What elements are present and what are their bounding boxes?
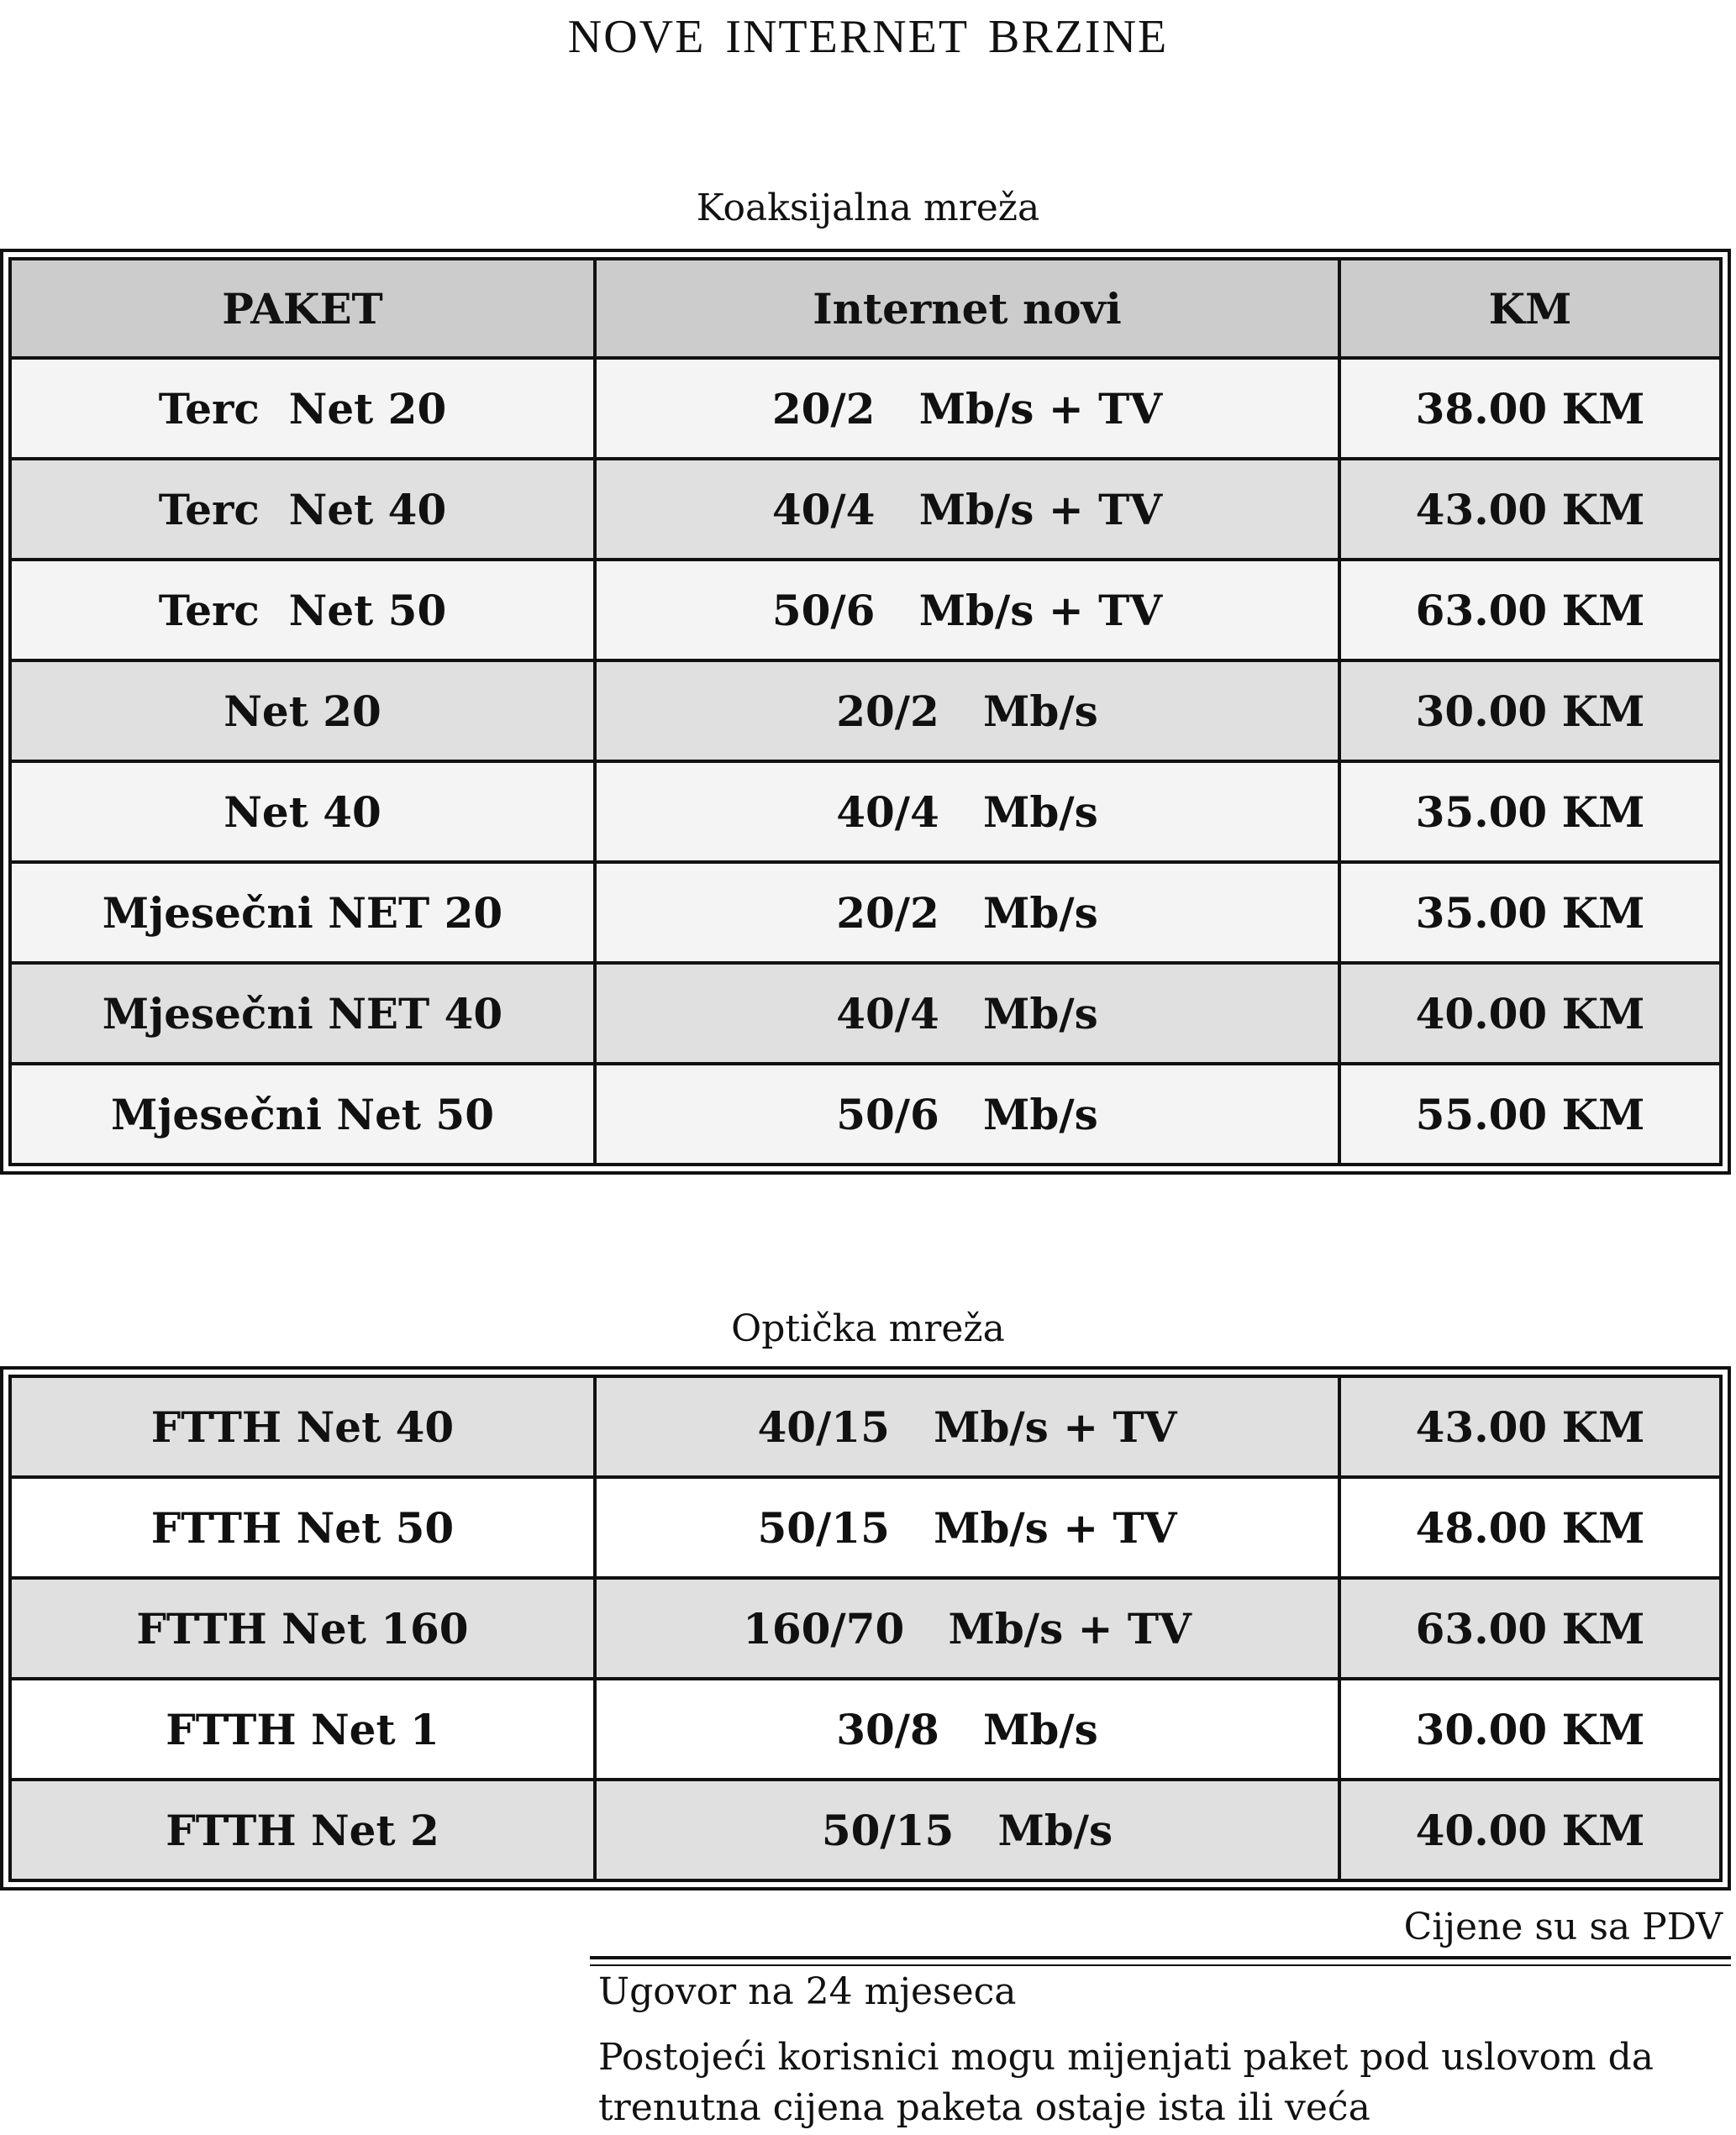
existing-users-note-line1: Postojeći korisnici mogu mijenjati paket pod uslovom da xyxy=(598,2036,1654,2079)
price-cell: 38.00 KM xyxy=(1339,358,1721,459)
package-name-cell: FTTH Net 1 xyxy=(10,1679,595,1780)
speed-cell: 20/2 Mb/s + TV xyxy=(595,358,1339,459)
fiber-section-label: Optička mreža xyxy=(731,1307,1005,1350)
package-name-cell: FTTH Net 160 xyxy=(10,1578,595,1679)
page-title: NOVE INTERNET BRZINE xyxy=(567,11,1169,63)
table-row xyxy=(10,459,1721,560)
package-name-cell: Terc Net 20 xyxy=(10,358,595,459)
price-cell: 63.00 KM xyxy=(1339,1578,1721,1679)
price-cell: 48.00 KM xyxy=(1339,1477,1721,1578)
package-name-cell: Net 40 xyxy=(10,761,595,862)
table-row xyxy=(10,1376,1721,1477)
price-cell: 35.00 KM xyxy=(1339,761,1721,862)
speed-cell: 40/15 Mb/s + TV xyxy=(595,1376,1339,1477)
speed-cell: 30/8 Mb/s xyxy=(595,1679,1339,1780)
package-name-cell: Net 20 xyxy=(10,660,595,761)
table-row xyxy=(10,862,1721,963)
table-row xyxy=(10,1578,1721,1679)
coax-price-table xyxy=(8,257,1723,1166)
coax-section-label: Koaksijalna mreža xyxy=(696,187,1040,229)
package-name-cell: FTTH Net 2 xyxy=(10,1780,595,1880)
header-internet-novi: Internet novi xyxy=(595,259,1339,358)
speed-cell: 20/2 Mb/s xyxy=(595,862,1339,963)
header-km: KM xyxy=(1339,259,1721,358)
package-name-cell: FTTH Net 50 xyxy=(10,1477,595,1578)
price-cell: 43.00 KM xyxy=(1339,459,1721,560)
table-row xyxy=(10,660,1721,761)
price-cell: 63.00 KM xyxy=(1339,560,1721,660)
table-row xyxy=(10,1780,1721,1880)
package-name-cell: Mjesečni Net 50 xyxy=(10,1064,595,1165)
table-row xyxy=(10,761,1721,862)
price-cell: 40.00 KM xyxy=(1339,963,1721,1064)
speed-cell: 40/4 Mb/s + TV xyxy=(595,459,1339,560)
speed-cell: 20/2 Mb/s xyxy=(595,660,1339,761)
table-row xyxy=(10,1477,1721,1578)
table-row xyxy=(10,358,1721,459)
coax-price-table-frame xyxy=(0,249,1731,1175)
price-cell: 30.00 KM xyxy=(1339,1679,1721,1780)
contract-note: Ugovor na 24 mjeseca xyxy=(598,1970,1017,2013)
price-cell: 43.00 KM xyxy=(1339,1376,1721,1477)
table-row xyxy=(10,1064,1721,1165)
header-paket: PAKET xyxy=(10,259,595,358)
package-name-cell: Mjesečni NET 40 xyxy=(10,963,595,1064)
speed-cell: 40/4 Mb/s xyxy=(595,761,1339,862)
table-row xyxy=(10,1679,1721,1780)
package-name-cell: Mjesečni NET 20 xyxy=(10,862,595,963)
existing-users-note-line2: trenutna cijena paketa ostaje ista ili veća xyxy=(598,2086,1370,2129)
price-cell: 35.00 KM xyxy=(1339,862,1721,963)
fiber-price-table-frame xyxy=(0,1366,1731,1890)
speed-cell: 40/4 Mb/s xyxy=(595,963,1339,1064)
table-row xyxy=(10,963,1721,1064)
speed-cell: 50/15 Mb/s xyxy=(595,1780,1339,1880)
speed-cell: 50/6 Mb/s + TV xyxy=(595,560,1339,660)
speed-cell: 50/6 Mb/s xyxy=(595,1064,1339,1165)
price-cell: 40.00 KM xyxy=(1339,1780,1721,1880)
package-name-cell: Terc Net 50 xyxy=(10,560,595,660)
package-name-cell: FTTH Net 40 xyxy=(10,1376,595,1477)
package-name-cell: Terc Net 40 xyxy=(10,459,595,560)
table-row xyxy=(10,560,1721,660)
notes-divider xyxy=(590,1956,1731,1966)
speed-cell: 50/15 Mb/s + TV xyxy=(595,1477,1339,1578)
vat-note: Cijene su sa PDV xyxy=(1403,1906,1723,1948)
speed-cell: 160/70 Mb/s + TV xyxy=(595,1578,1339,1679)
table-header-row xyxy=(10,259,1721,358)
price-cell: 55.00 KM xyxy=(1339,1064,1721,1165)
fiber-price-table xyxy=(8,1375,1723,1882)
price-cell: 30.00 KM xyxy=(1339,660,1721,761)
